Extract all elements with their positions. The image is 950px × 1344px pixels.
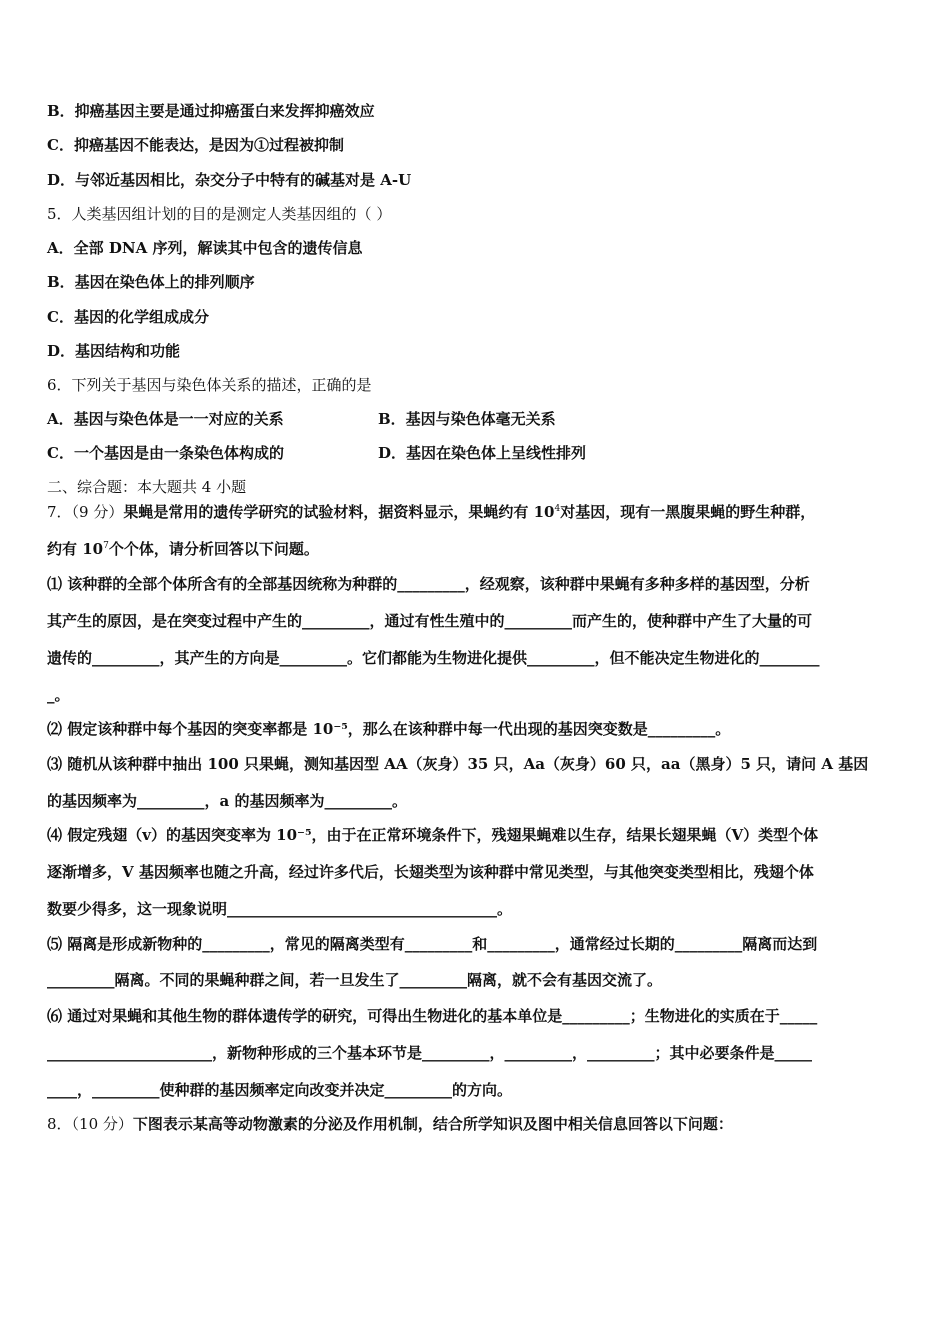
q7-part5-line-2: _________隔离。不同的果蝇种群之间，若一旦发生了_________隔离，就不会有基因交流了。 (47, 971, 663, 989)
q6-option-b: B．基因与染色体毫无关系 (378, 410, 556, 428)
q7-intro-line-2 (47, 539, 319, 559)
q7-intro-text: 果蝇是常用的遗传学研究的试验材料，据资料显示，果蝇约有 10 (123, 503, 555, 521)
q7-part1-line-3: 遗传的_________，其产生的方向是_________。它们都能为生物进化提供_________，但不能决定生物进化的________ (47, 649, 820, 667)
q5-option-b: B．基因在染色体上的排列顺序 (47, 273, 255, 291)
q7-part2: ⑵ 假定该种群中每个基因的突变率都是 10⁻⁵，那么在该种群中每一代出现的基因突变数是_________。 (47, 720, 731, 738)
q5-option-a: A．全部 DNA 序列，解读其中包含的遗传信息 (47, 239, 363, 257)
q7-part4-line-2: 逐渐增多，V 基因频率也随之升高，经过许多代后，长翅类型为该种群中常见类型，与其他突变类型相比，残翅个体 (47, 863, 814, 881)
q6-stem: 6．下列关于基因与染色体关系的描述，正确的是 (47, 376, 372, 394)
q7-part1-line-2: 其产生的原因，是在突变过程中产生的_________，通过有性生殖中的_________而产生的，使种群中产生了大量的可 (47, 612, 813, 630)
q7-intro2-text: 约有 10 (47, 540, 104, 558)
q7-part1-line-1: ⑴ 该种群的全部个体所含有的全部基因统称为种群的_________，经观察，该种群中果蝇有多种多样的基因型，分析 (47, 575, 810, 593)
q7-number: 7．（9 分） (47, 503, 124, 521)
q6-option-c: C．一个基因是由一条染色体构成的 (47, 444, 284, 462)
q8-stem (47, 1114, 733, 1134)
q7-exponent-7: 7 (103, 541, 109, 551)
q6-options-row-2 (47, 443, 907, 463)
q8-number: 8．（10 分） (47, 1115, 133, 1133)
q7-part6-line-3: ____，_________使种群的基因频率定向改变并决定_________的方向。 (47, 1081, 513, 1099)
q7-intro2-text-cont: 个个体，请分析回答以下问题。 (108, 540, 319, 558)
q4-option-b: B．抑癌基因主要是通过抑癌蛋白来发挥抑癌效应 (47, 102, 375, 120)
q4-option-d: D．与邻近基因相比，杂交分子中特有的碱基对是 A-U (47, 171, 412, 189)
q7-exponent-4: 4 (554, 504, 561, 514)
q7-part3-line-2: 的基因频率为_________，a 的基因频率为_________。 (47, 792, 407, 810)
q7-part5-line-1: ⑸ 隔离是形成新物种的_________，常见的隔离类型有_________和_________，通常经过长期的_________隔离而达到 (47, 935, 818, 953)
q8-text: 下图表示某高等动物激素的分泌及作用机制，结合所学知识及图中相关信息回答以下问题： (132, 1115, 733, 1133)
q5-option-d: D．基因结构和功能 (47, 342, 181, 360)
q4-option-c: C．抑癌基因不能表达，是因为①过程被抑制 (47, 136, 344, 154)
q6-options-row-1 (47, 409, 907, 429)
q7-intro-line-1 (47, 502, 815, 522)
q7-part6-line-1: ⑹ 通过对果蝇和其他生物的群体遗传学的研究，可得出生物进化的基本单位是_________；生物进化的实质在于_____ (47, 1007, 818, 1025)
q6-option-a: A．基因与染色体是一一对应的关系 (47, 410, 284, 428)
q7-part4-line-3: 数要少得多，这一现象说明____________________________________。 (47, 900, 513, 918)
section-2-header: 二、综合题：本大题共 4 小题 (47, 478, 247, 496)
q5-option-c: C．基因的化学组成成分 (47, 308, 209, 326)
q7-part3-line-1: ⑶ 随机从该种群中抽出 100 只果蝇，测知基因型 AA（灰身）35 只，Aa（灰身）60 只，aa（黑身）5 只，请问 A 基因 (47, 755, 869, 773)
q7-part1-line-4: _。 (47, 686, 70, 704)
q7-part4-line-1: ⑷ 假定残翅（v）的基因突变率为 10⁻⁵，由于在正常环境条件下，残翅果蝇难以生存，结果长翅果蝇（V）类型个体 (47, 826, 819, 844)
q7-part6-line-2: ______________________，新物种形成的三个基本环节是_________，_________，_________；其中必要条件是_____ (47, 1044, 813, 1062)
q5-stem: 5．人类基因组计划的目的是测定人类基因组的（ ） (47, 205, 392, 223)
q6-option-d: D．基因在染色体上呈线性排列 (378, 444, 587, 462)
q7-intro-text-cont: 对基因，现有一黑腹果蝇的野生种群， (560, 503, 816, 521)
